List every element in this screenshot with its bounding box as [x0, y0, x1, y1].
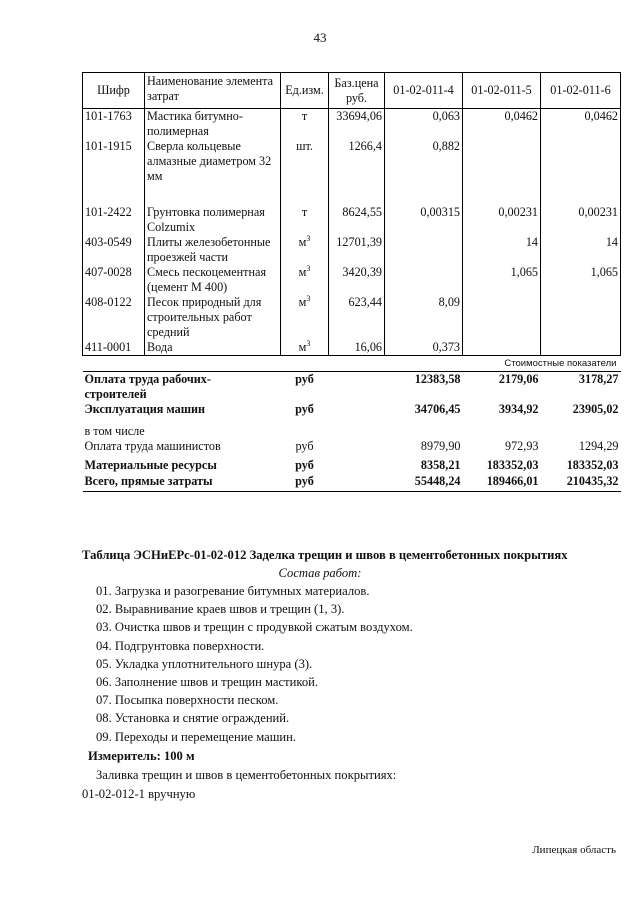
totals-unit: руб — [295, 439, 314, 453]
row-unit-superscript: 3 — [306, 293, 311, 303]
totals-value-6: 23905,02 — [572, 402, 619, 416]
row-price: 16,06 — [329, 340, 385, 356]
row-unit-superscript: 3 — [306, 263, 311, 273]
header-col-4: 01-02-011-4 — [385, 73, 463, 109]
row-value-6 — [541, 295, 621, 340]
list-item: 08. Установка и снятие ограждений. — [96, 711, 290, 726]
row-name: Мастика битумно-полимерная — [145, 109, 281, 140]
totals-unit: руб — [295, 402, 314, 416]
table-row — [83, 235, 621, 265]
list-item: 04. Подгрунтовка поверхности. — [96, 638, 265, 653]
list-item: 07. Посыпка поверхности песком. — [96, 693, 279, 708]
row-name: Вода — [145, 340, 281, 356]
row-code: 101-1915 — [83, 139, 145, 205]
row-unit — [281, 205, 329, 235]
totals-value-6: 183352,03 — [566, 458, 619, 472]
totals-row — [83, 458, 621, 474]
totals-row — [83, 439, 621, 458]
row-value-5: 0,0462 — [463, 109, 541, 140]
row-name: Песок природный для строительных работ средний — [145, 295, 281, 340]
row-unit-superscript: 3 — [306, 233, 311, 243]
list-item: 01. Загрузка и разогревание битумных материалов. — [96, 584, 370, 598]
totals-row — [83, 424, 621, 439]
row-name: Смесь пескоцементная (цемент М 400) — [145, 265, 281, 295]
totals-unit: руб — [281, 474, 329, 491]
totals-value-5: 3934,92 — [498, 402, 539, 416]
row-price: 623,44 — [329, 295, 385, 340]
totals-unit — [281, 424, 329, 439]
header-price: Баз.цена руб. — [329, 73, 385, 109]
table-row — [83, 205, 621, 235]
totals-value-6 — [541, 424, 621, 439]
totals-price-empty — [329, 474, 385, 491]
table-row — [83, 139, 621, 205]
header-col-5: 01-02-011-5 — [463, 73, 541, 109]
totals-value-4: 12383,58 — [385, 372, 463, 403]
totals-row — [83, 402, 621, 424]
row-value-5 — [463, 295, 541, 340]
totals-value-6: 1294,29 — [578, 439, 619, 453]
row-name: Сверла кольцевые алмазные диаметром 32 мм — [145, 139, 281, 205]
table-row — [83, 340, 621, 356]
row-value-6: 1,065 — [541, 265, 621, 295]
totals-value-6: 3178,27 — [541, 372, 621, 403]
totals-name: Эксплуатация машин — [84, 402, 206, 416]
row-unit-text: т — [301, 109, 308, 123]
totals-row — [83, 372, 621, 403]
totals-price-empty — [329, 424, 385, 439]
totals-name: в том числе — [84, 424, 145, 438]
totals-price-empty — [329, 372, 385, 403]
row-unit-superscript: 3 — [306, 338, 311, 348]
row-value-4 — [385, 265, 463, 295]
row-unit-text: м — [298, 340, 307, 354]
row-unit-text: шт. — [296, 139, 313, 153]
table-header-row — [83, 73, 621, 109]
row-value-5 — [463, 340, 541, 356]
row-value-4: 8,09 — [385, 295, 463, 340]
totals-name: Всего, прямые затраты — [83, 474, 281, 491]
measure-unit: Измеритель: 100 м — [88, 749, 195, 763]
row-name: Грунтовка полимерная Colzumix — [145, 205, 281, 235]
row-unit — [281, 340, 329, 356]
row-value-5: 14 — [463, 235, 541, 265]
row-unit — [281, 139, 329, 205]
row-value-4: 0,882 — [385, 139, 463, 205]
works-list — [96, 584, 413, 748]
row-value-4: 0,373 — [385, 340, 463, 356]
row-value-4 — [385, 235, 463, 265]
resources-table — [82, 72, 621, 492]
row-name: Плиты железобетонные проезжей части — [145, 235, 281, 265]
header-col-6: 01-02-011-6 — [541, 73, 621, 109]
totals-unit: руб — [281, 372, 329, 403]
row-code: 101-2422 — [83, 205, 145, 235]
list-item: 03. Очистка швов и трещин с продувкой сжатым воздухом. — [96, 620, 413, 635]
totals-value-5 — [463, 424, 541, 439]
row-unit — [281, 109, 329, 140]
row-price: 33694,06 — [329, 109, 385, 140]
totals-value-4: 8979,90 — [420, 439, 461, 453]
totals-price-empty — [329, 402, 385, 424]
row-unit-text: т — [301, 205, 308, 219]
fill-text: Заливка трещин и швов в цементобетонных покрытиях: — [96, 768, 397, 782]
totals-value-4 — [385, 424, 463, 439]
row-value-5 — [463, 139, 541, 205]
row-value-6: 0,00231 — [541, 205, 621, 235]
row-value-4: 0,063 — [385, 109, 463, 140]
code-line: 01-02-012-1 вручную — [82, 787, 196, 801]
row-unit — [281, 295, 329, 340]
totals-name: Материальные ресурсы — [84, 458, 217, 472]
row-value-4: 0,00315 — [385, 205, 463, 235]
totals-name: Оплата труда рабочих-строителей — [83, 372, 281, 403]
totals-name: Оплата труда машинистов — [84, 439, 221, 453]
row-value-6: 14 — [541, 235, 621, 265]
row-price: 3420,39 — [329, 265, 385, 295]
section-title: Таблица ЭСНиЕРс-01-02-012 Заделка трещин и швов в цементобетонных покрытиях — [82, 548, 568, 562]
list-item: 05. Укладка уплотнительного шнура (3). — [96, 656, 313, 671]
cost-label: Стоимостные показатели — [83, 356, 621, 372]
row-value-5: 0,00231 — [463, 205, 541, 235]
row-code: 407-0028 — [83, 265, 145, 295]
list-item: 09. Переходы и перемещение машин. — [96, 729, 297, 744]
totals-price-empty — [329, 439, 385, 458]
footer-region: Липецкая область — [532, 844, 616, 856]
totals-row — [83, 474, 621, 491]
row-value-6: 0,0462 — [541, 109, 621, 140]
totals-value-5: 183352,03 — [486, 458, 539, 472]
totals-value-4: 8358,21 — [420, 458, 461, 472]
header-code: Шифр — [83, 73, 145, 109]
row-unit-text: м — [298, 265, 307, 279]
totals-unit: руб — [295, 458, 314, 472]
page-number: 43 — [313, 30, 327, 45]
list-item: 02. Выравнивание краев швов и трещин (1, 3). — [96, 602, 345, 617]
row-unit — [281, 235, 329, 265]
row-value-6 — [541, 139, 621, 205]
totals-price-empty — [329, 458, 385, 474]
totals-value-5: 189466,01 — [463, 474, 541, 491]
header-unit: Ед.изм. — [281, 73, 329, 109]
row-code: 408-0122 — [83, 295, 145, 340]
table-row — [83, 295, 621, 340]
totals-value-6: 210435,32 — [541, 474, 621, 491]
header-name: Наименование элемента затрат — [145, 73, 281, 109]
row-unit-text: м — [298, 295, 307, 309]
table-row — [83, 109, 621, 140]
totals-value-4: 34706,45 — [414, 402, 461, 416]
row-value-5: 1,065 — [463, 265, 541, 295]
row-code: 101-1763 — [83, 109, 145, 140]
row-code: 411-0001 — [83, 340, 145, 356]
totals-value-5: 2179,06 — [463, 372, 541, 403]
row-price: 1266,4 — [329, 139, 385, 205]
row-unit — [281, 265, 329, 295]
list-item: 06. Заполнение швов и трещин мастикой. — [96, 674, 319, 689]
row-code: 403-0549 — [83, 235, 145, 265]
works-heading: Состав работ: — [278, 566, 362, 580]
table-row — [83, 265, 621, 295]
row-price: 12701,39 — [329, 235, 385, 265]
row-price: 8624,55 — [329, 205, 385, 235]
row-value-6 — [541, 340, 621, 356]
totals-value-4: 55448,24 — [385, 474, 463, 491]
cost-label-row — [83, 356, 621, 372]
row-unit-text: м — [298, 235, 307, 249]
totals-value-5: 972,93 — [504, 439, 539, 453]
